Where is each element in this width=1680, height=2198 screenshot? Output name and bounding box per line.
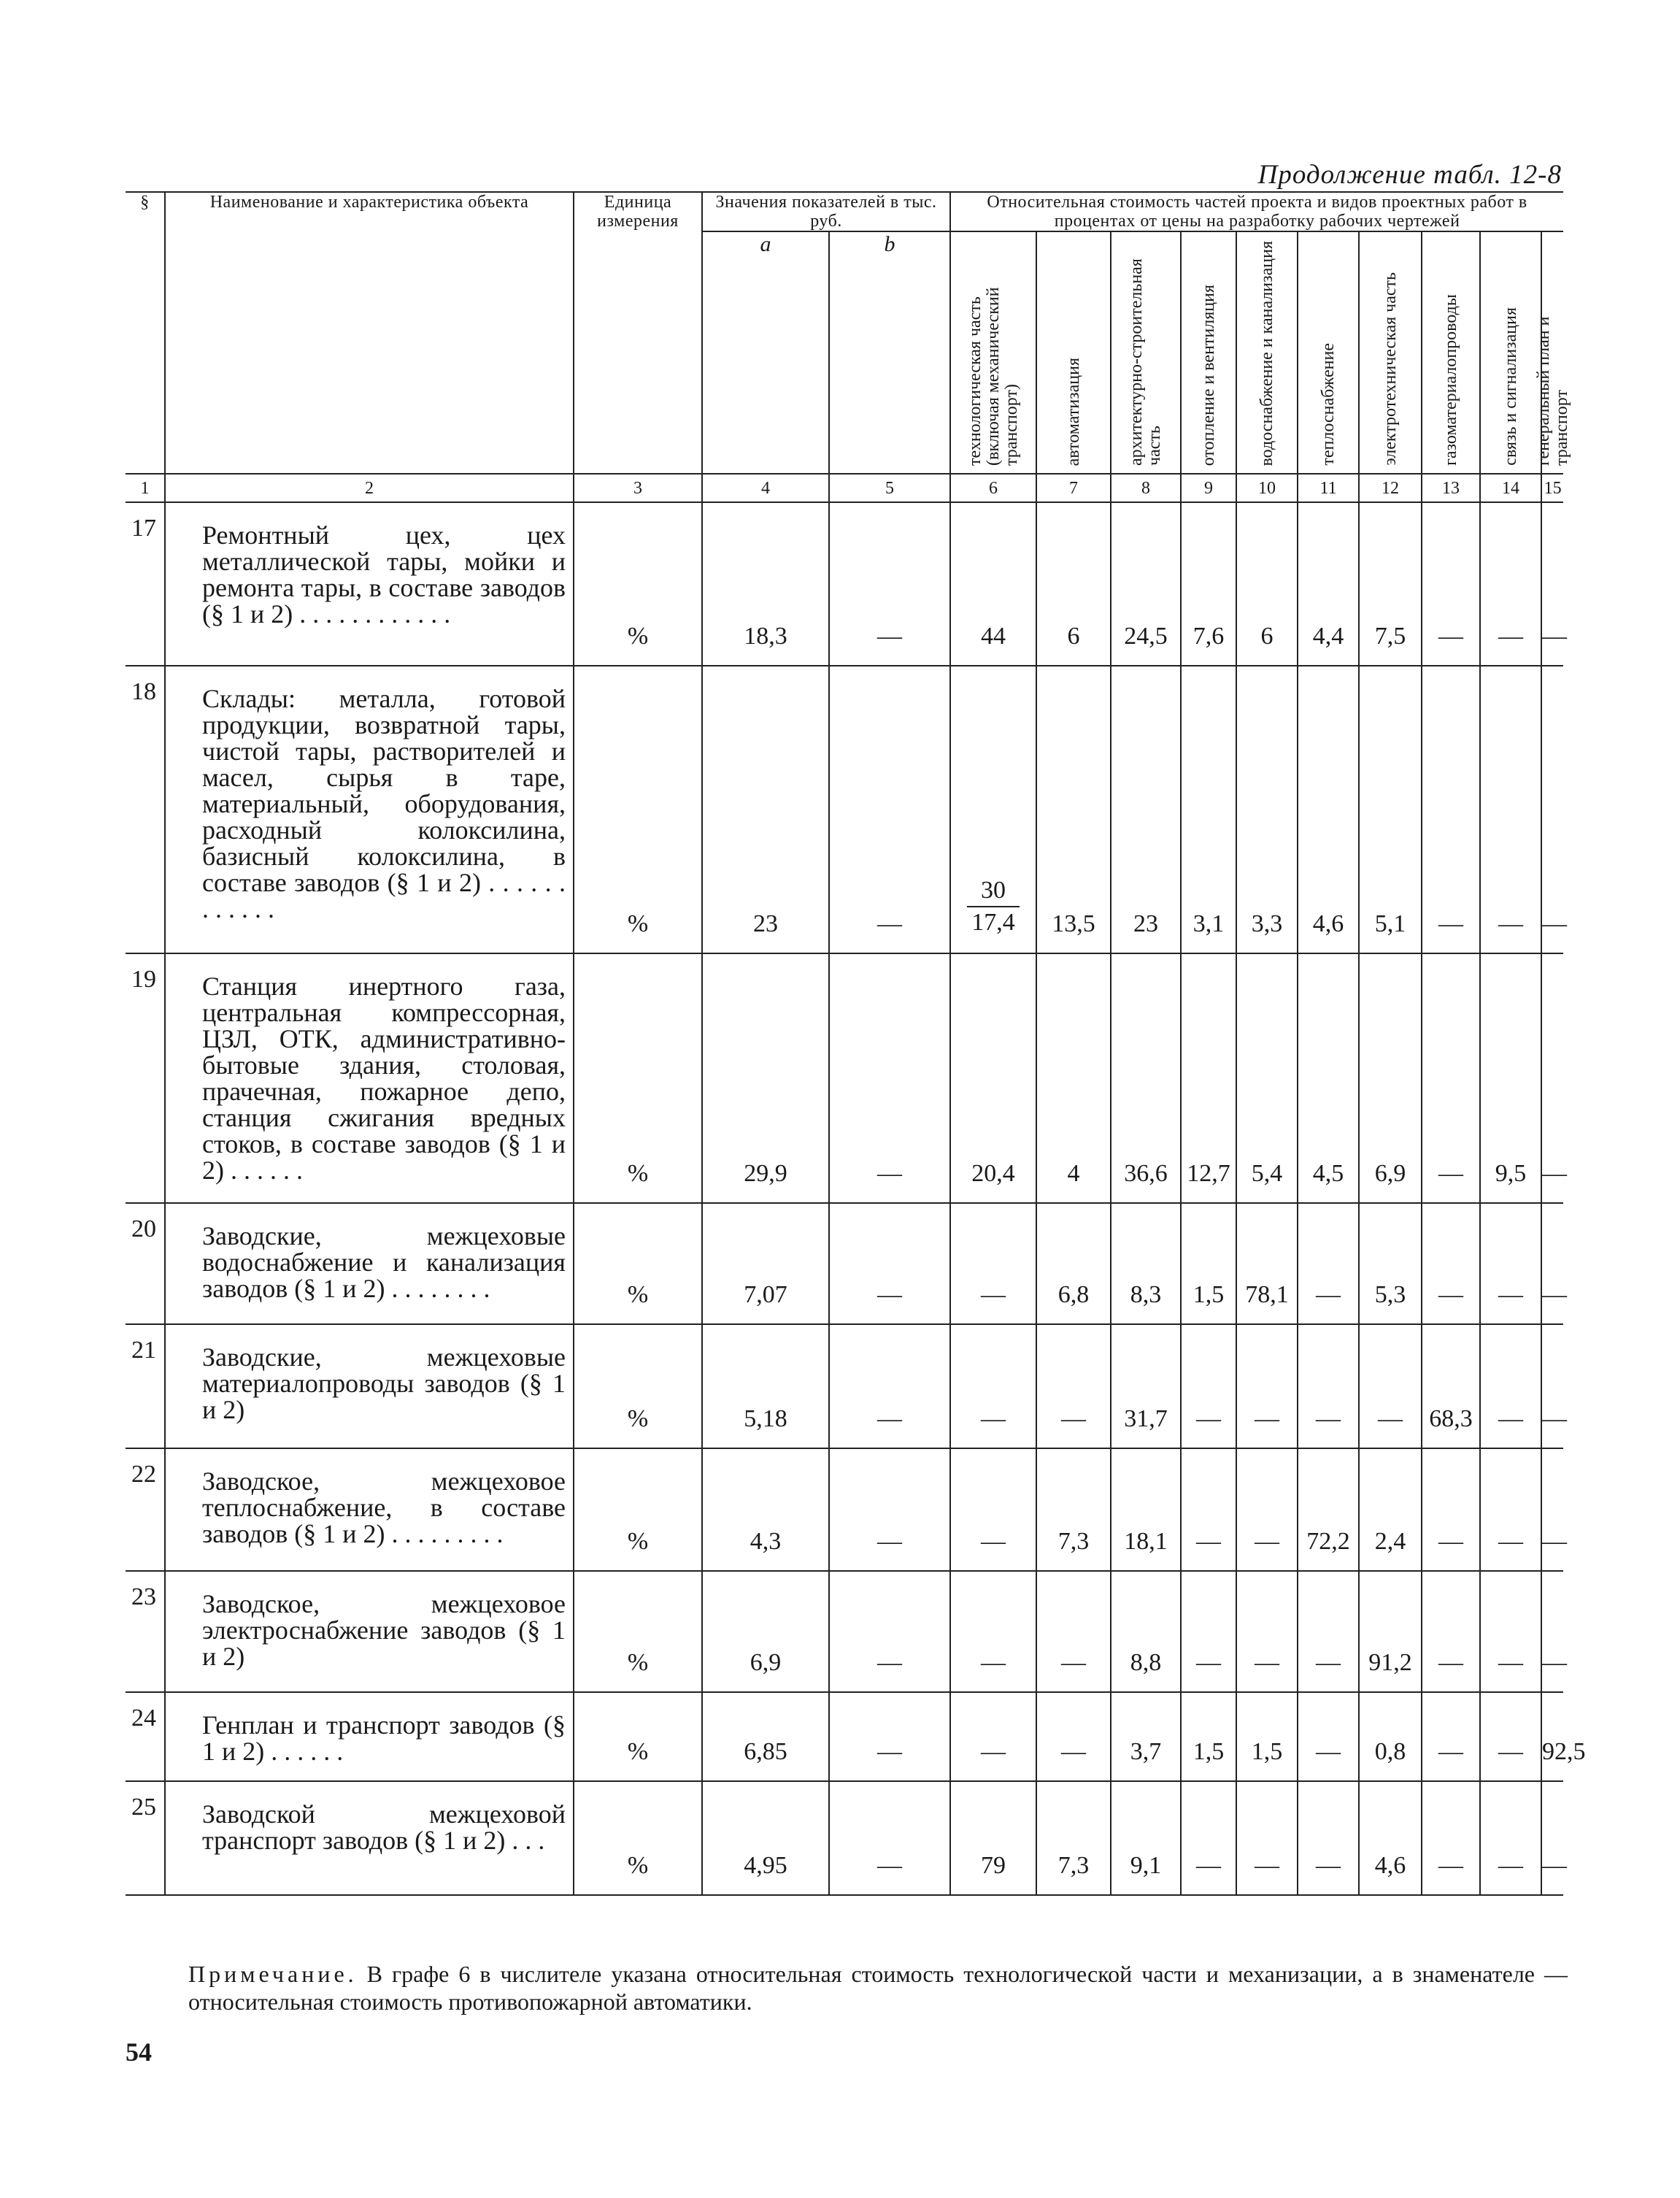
- column-number: 7: [1036, 474, 1111, 502]
- table-continuation-caption: Продолжение табл. 12-8: [1257, 160, 1562, 190]
- row-unit: %: [574, 953, 702, 1203]
- header-part-9: [1181, 231, 1236, 474]
- row-part-value: 72,2: [1298, 1448, 1359, 1571]
- column-number-row: [126, 474, 1563, 502]
- header-part-label: генеральный план и транспорт: [1533, 316, 1571, 466]
- row-part-value: 6,9: [1359, 953, 1422, 1203]
- column-number: 9: [1181, 474, 1236, 502]
- row-value-a: 18,3: [702, 502, 829, 666]
- row-part-value: —: [950, 1448, 1036, 1571]
- row-name: Заводской межцеховой транспорт заводов (§ 1 и 2) . . .: [165, 1781, 574, 1895]
- row-value-a: 7,07: [702, 1203, 829, 1324]
- header-part-7: [1036, 231, 1111, 474]
- header-part-box: [1237, 232, 1297, 473]
- row-part-value: —: [1181, 1324, 1236, 1448]
- column-number: 12: [1359, 474, 1422, 502]
- row-part-value: 36,6: [1111, 953, 1181, 1203]
- row-unit: %: [574, 666, 702, 953]
- row-value-a: 5,18: [702, 1324, 829, 1448]
- header-part-box: [1481, 232, 1541, 473]
- row-part-value: —: [1298, 1203, 1359, 1324]
- row-number: 19: [126, 953, 165, 1203]
- row-part-value: —: [950, 1203, 1036, 1324]
- row-part-value: —: [1422, 1448, 1480, 1571]
- table-row: [126, 953, 1563, 1203]
- row-part-value: 7,3: [1036, 1448, 1111, 1571]
- header-part-box: [951, 232, 1036, 473]
- header-b: b: [829, 231, 950, 474]
- row-part-value: 3,1: [1181, 666, 1236, 953]
- row-value-b: —: [829, 1781, 950, 1895]
- row-part-value: 3,3: [1236, 666, 1298, 953]
- row-part-value: 6: [1236, 502, 1298, 666]
- row-part-value: —: [1298, 1781, 1359, 1895]
- note-lead: Примечание.: [188, 1961, 358, 1987]
- row-part-value: 3,7: [1111, 1692, 1181, 1781]
- header-part-14: [1480, 231, 1541, 474]
- row-part-value: 44: [950, 502, 1036, 666]
- row-part-value: 2,4: [1359, 1448, 1422, 1571]
- table-note: [188, 1960, 1568, 2016]
- row-name: Станция инертного газа, центральная компрессорная, ЦЗЛ, ОТК, административно-бытовые здания, столовая, прачечная, пожарное депо, станция сжигания вредных стоков, в составе заводов (§ 1 и 2) . . . . . .: [165, 953, 574, 1203]
- row-value-a: 29,9: [702, 953, 829, 1203]
- header-part-box: [1182, 232, 1236, 473]
- row-value-b: —: [829, 502, 950, 666]
- row-part-value: —: [1422, 1781, 1480, 1895]
- row-part-value: —: [950, 1692, 1036, 1781]
- row-name: Заводское, межцеховое теплоснабжение, в составе заводов (§ 1 и 2) . . . . . . . . .: [165, 1448, 574, 1571]
- header-values-group: Значения показателей в тыс. руб.: [702, 192, 950, 231]
- row-part-value: 8,8: [1111, 1571, 1181, 1692]
- row-value-a: 23: [702, 666, 829, 953]
- row-part-value: —: [1298, 1324, 1359, 1448]
- header-part-label: газоматериалопроводы: [1441, 294, 1460, 466]
- row-part-value: 78,1: [1236, 1203, 1298, 1324]
- row-part-value: 5,4: [1236, 953, 1298, 1203]
- row-part-value: 8,3: [1111, 1203, 1181, 1324]
- row-part-value: 4,5: [1298, 953, 1359, 1203]
- header-section: §: [126, 192, 165, 474]
- row-part-value: —: [1298, 1692, 1359, 1781]
- row-part-value: —: [1236, 1571, 1298, 1692]
- column-number: 15: [1541, 474, 1563, 502]
- row-unit: %: [574, 1571, 702, 1692]
- fraction-denominator: 17,4: [971, 909, 1015, 936]
- row-number: 21: [126, 1324, 165, 1448]
- row-number: 18: [126, 666, 165, 953]
- row-part-value: —: [1036, 1692, 1111, 1781]
- cost-table: [126, 191, 1586, 1896]
- row-unit: %: [574, 1692, 702, 1781]
- page-number: 54: [126, 2037, 152, 2067]
- row-number: 24: [126, 1692, 165, 1781]
- header-part-label: архитектурно-строительная часть: [1127, 258, 1165, 466]
- row-part-value: 0,8: [1359, 1692, 1422, 1781]
- row-part-value: —: [1422, 1203, 1480, 1324]
- row-value-a: 4,95: [702, 1781, 829, 1895]
- row-part-value: 9,1: [1111, 1781, 1181, 1895]
- column-number: 14: [1480, 474, 1541, 502]
- column-number: 2: [165, 474, 574, 502]
- row-part-value: —: [1480, 1692, 1541, 1781]
- row-part-value: —: [950, 1571, 1036, 1692]
- table-row: [126, 1324, 1563, 1448]
- header-part-6: [950, 231, 1036, 474]
- row-number: 22: [126, 1448, 165, 1571]
- row-name: Склады: металла, готовой продукции, возвратной тары, чистой тары, растворителей и масел, сырья в таре, материальный, оборудования, расходный колоксилина, базисный колоксилина, в составе заводов (§ 1 и 2) . . . . . . . . . . . .: [165, 666, 574, 953]
- row-part-value: 7,6: [1181, 502, 1236, 666]
- row-name: Заводское, межцеховое электроснабжение заводов (§ 1 и 2): [165, 1571, 574, 1692]
- header-relative-group: Относительная стоимость частей проекта и видов проектных работ в процентах от цены на разработку рабочих чертежей: [950, 192, 1563, 231]
- row-value-a: 4,3: [702, 1448, 829, 1571]
- row-part-value: —: [1541, 1448, 1563, 1571]
- row-part-value: —: [950, 1324, 1036, 1448]
- row-part-value: 31,7: [1111, 1324, 1181, 1448]
- row-part-value: —: [1036, 1324, 1111, 1448]
- column-number: 1: [126, 474, 165, 502]
- header-part-label: автоматизация: [1063, 357, 1083, 466]
- row-name: Заводские, межцеховые водоснабжение и канализация заводов (§ 1 и 2) . . . . . . . .: [165, 1203, 574, 1324]
- table-row: [126, 1571, 1563, 1692]
- row-part-value: —: [1422, 1692, 1480, 1781]
- table-row: [126, 1203, 1563, 1324]
- row-part-value: 92,5: [1541, 1692, 1563, 1781]
- row-number: 17: [126, 502, 165, 666]
- row-part-value: —: [1480, 1571, 1541, 1692]
- header-part-13: [1422, 231, 1480, 474]
- column-number: 8: [1111, 474, 1181, 502]
- header-part-box: [1037, 232, 1110, 473]
- header-part-label: технологическая часть (включая механический транспорт): [965, 287, 1021, 466]
- row-part-value: —: [1422, 502, 1480, 666]
- row-part-value: 24,5: [1111, 502, 1181, 666]
- row-number: 25: [126, 1781, 165, 1895]
- column-number: 6: [950, 474, 1036, 502]
- row-part-value: —: [1541, 666, 1563, 953]
- row-part-value: 1,5: [1181, 1692, 1236, 1781]
- header-part-11: [1298, 231, 1359, 474]
- column-number: 5: [829, 474, 950, 502]
- row-part-value: —: [1422, 953, 1480, 1203]
- header-part-label: электротехническая часть: [1380, 272, 1400, 466]
- row-unit: %: [574, 1448, 702, 1571]
- row-part-value: 23: [1111, 666, 1181, 953]
- row-part-value: —: [1236, 1324, 1298, 1448]
- row-name: Ремонтный цех, цех металлической тары, мойки и ремонта тары, в составе заводов (§ 1 и 2) . . . . . . . . . . . .: [165, 502, 574, 666]
- row-part-value: —: [1422, 666, 1480, 953]
- row-part-value: 4,6: [1298, 666, 1359, 953]
- row-part-value: —: [1480, 1203, 1541, 1324]
- row-value-b: —: [829, 1448, 950, 1571]
- row-unit: %: [574, 502, 702, 666]
- table-row: [126, 1448, 1563, 1571]
- column-number: 13: [1422, 474, 1480, 502]
- row-part-value: 20,4: [950, 953, 1036, 1203]
- column-number: 11: [1298, 474, 1359, 502]
- header-part-label: водоснабжение и канализация: [1257, 240, 1276, 466]
- header-part-8: [1111, 231, 1181, 474]
- row-value-b: —: [829, 666, 950, 953]
- row-part-value: 1,5: [1236, 1692, 1298, 1781]
- header-name: Наименование и характеристика объекта: [165, 192, 574, 474]
- header-part-10: [1236, 231, 1298, 474]
- row-unit: %: [574, 1781, 702, 1895]
- fraction: [967, 875, 1020, 938]
- note-text: В графе 6 в числителе указана относительная стоимость технологической части и механизации, а в знаменателе — относительная стоимость противопожарной автоматики.: [188, 1961, 1568, 2015]
- row-part-value: —: [1036, 1571, 1111, 1692]
- row-part-value: 7,3: [1036, 1781, 1111, 1895]
- header-a: a: [702, 231, 829, 474]
- fraction-numerator: 30: [967, 875, 1020, 907]
- row-part-value: —: [1541, 1781, 1563, 1895]
- header-part-box: [1298, 232, 1358, 473]
- header-part-12: [1359, 231, 1422, 474]
- table-row: [126, 1692, 1563, 1781]
- row-part-value: 18,1: [1111, 1448, 1181, 1571]
- header-part-box: [1422, 232, 1479, 473]
- row-part-value: —: [1181, 1448, 1236, 1571]
- row-part-value: —: [1541, 1324, 1563, 1448]
- row-value-b: —: [829, 1692, 950, 1781]
- table-row: [126, 502, 1563, 666]
- row-part-value: —: [1541, 1571, 1563, 1692]
- row-part-value: 4,6: [1359, 1781, 1422, 1895]
- header-part-box: [1111, 232, 1180, 473]
- row-value-b: —: [829, 1203, 950, 1324]
- header-part-15: [1533, 231, 1571, 474]
- row-part-value: —: [1298, 1571, 1359, 1692]
- row-part-value: 91,2: [1359, 1571, 1422, 1692]
- row-part-value: —: [1480, 1324, 1541, 1448]
- row-value-a: 6,85: [702, 1692, 829, 1781]
- row-unit: %: [574, 1203, 702, 1324]
- row-value-b: —: [829, 953, 950, 1203]
- row-part-value: 1,5: [1181, 1203, 1236, 1324]
- row-part-value: —: [1541, 1203, 1563, 1324]
- row-part-value: —: [1236, 1448, 1298, 1571]
- table-row: [126, 1781, 1563, 1895]
- row-part-value: —: [1480, 502, 1541, 666]
- row-part-value: —: [1422, 1571, 1480, 1692]
- header-part-label: теплоснабжение: [1318, 343, 1338, 466]
- row-part-value: 9,5: [1480, 953, 1541, 1203]
- row-part-value: —: [1181, 1571, 1236, 1692]
- row-part-value: 5,1: [1359, 666, 1422, 953]
- row-part-value: —: [1480, 1781, 1541, 1895]
- row-number: 23: [126, 1571, 165, 1692]
- row-part-value: —: [1181, 1781, 1236, 1895]
- row-part-value: 12,7: [1181, 953, 1236, 1203]
- row-part-value: 7,5: [1359, 502, 1422, 666]
- header-part-box: [1533, 232, 1571, 473]
- header-unit: Единица измерения: [574, 192, 702, 474]
- column-number: 4: [702, 474, 829, 502]
- row-value-b: —: [829, 1324, 950, 1448]
- row-part-value: —: [1541, 502, 1563, 666]
- row-unit: %: [574, 1324, 702, 1448]
- column-number: 10: [1236, 474, 1298, 502]
- row-part-value: —: [1480, 1448, 1541, 1571]
- row-part-value: 4,4: [1298, 502, 1359, 666]
- row-part-value: 4: [1036, 953, 1111, 1203]
- row-name: Заводские, межцеховые материалопроводы заводов (§ 1 и 2): [165, 1324, 574, 1448]
- row-fraction-value: [950, 666, 1036, 953]
- row-number: 20: [126, 1203, 165, 1324]
- row-name: Генплан и транспорт заводов (§ 1 и 2) . . . . . .: [165, 1692, 574, 1781]
- row-part-value: —: [1359, 1324, 1422, 1448]
- row-part-value: 5,3: [1359, 1203, 1422, 1324]
- table-row: [126, 666, 1563, 953]
- row-value-b: —: [829, 1571, 950, 1692]
- row-part-value: 6: [1036, 502, 1111, 666]
- row-part-value: 13,5: [1036, 666, 1111, 953]
- row-part-value: 6,8: [1036, 1203, 1111, 1324]
- header-part-label: отопление и вентиляция: [1198, 284, 1218, 466]
- row-part-value: —: [1236, 1781, 1298, 1895]
- row-part-value: —: [1480, 666, 1541, 953]
- header-part-label: связь и сигнализация: [1500, 307, 1520, 466]
- row-part-value: —: [1541, 953, 1563, 1203]
- header-part-box: [1360, 232, 1421, 473]
- row-part-value: 79: [950, 1781, 1036, 1895]
- column-number: 3: [574, 474, 702, 502]
- row-value-a: 6,9: [702, 1571, 829, 1692]
- row-part-value: 68,3: [1422, 1324, 1480, 1448]
